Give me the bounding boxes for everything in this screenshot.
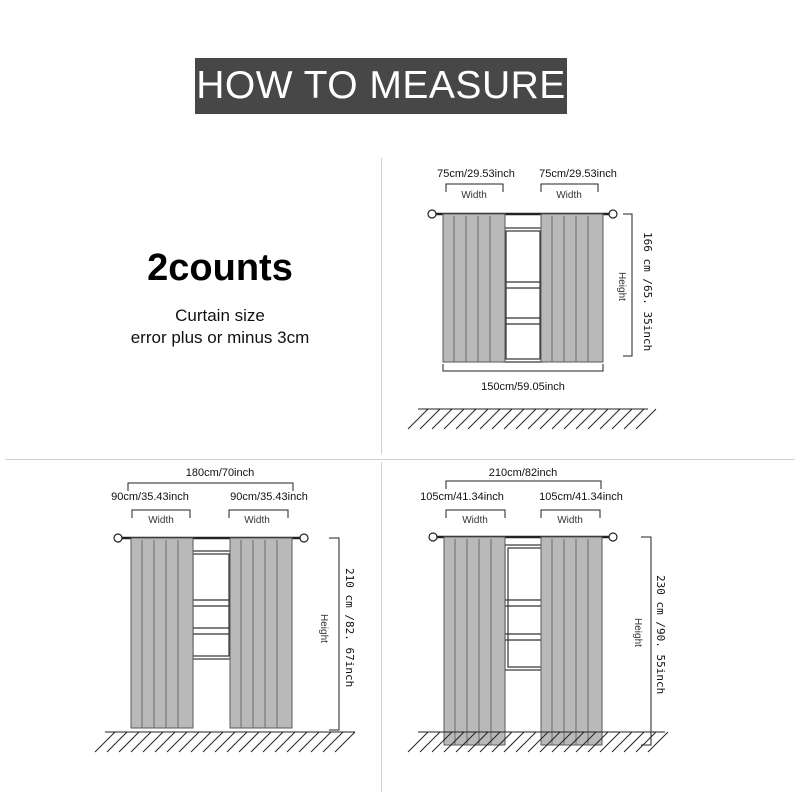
diagram-medium bbox=[95, 467, 356, 752]
width-label-left: Width bbox=[148, 515, 174, 526]
curtain-panel-left bbox=[443, 214, 505, 362]
panel-width-right: 75cm/29.53inch bbox=[539, 168, 617, 180]
curtain-panel-right bbox=[230, 538, 292, 728]
curtain-panel-left bbox=[444, 537, 505, 745]
width-label-right: Width bbox=[556, 190, 582, 201]
diagram-small bbox=[408, 168, 656, 429]
total-width-label: 150cm/59.05inch bbox=[481, 381, 565, 393]
window-frame bbox=[190, 551, 232, 659]
total-width-bracket bbox=[128, 483, 293, 491]
diagram-large bbox=[408, 467, 668, 752]
floor bbox=[408, 409, 656, 429]
height-value: 210 cm /82. 67inch bbox=[343, 568, 356, 688]
width-label-left: Width bbox=[461, 190, 487, 201]
height-bracket bbox=[329, 538, 339, 730]
tolerance-caption: error plus or minus 3cm bbox=[130, 328, 310, 347]
curtain-panel-right bbox=[541, 214, 603, 362]
height-value: 166 cm /65. 35inch bbox=[641, 232, 654, 352]
total-width-label: 210cm/82inch bbox=[488, 467, 558, 479]
panel-width-left: 90cm/35.43inch bbox=[111, 491, 189, 503]
total-width-label: 180cm/70inch bbox=[185, 467, 255, 479]
panel-width-left: 75cm/29.53inch bbox=[437, 168, 515, 180]
panel-width-right: 90cm/35.43inch bbox=[230, 491, 308, 503]
page-title: HOW TO MEASURE bbox=[196, 64, 566, 107]
count-label: 2counts bbox=[147, 247, 293, 289]
size-caption: Curtain size bbox=[175, 306, 265, 325]
width-label-right: Width bbox=[244, 515, 270, 526]
panel-width-right: 105cm/41.34inch bbox=[539, 491, 623, 503]
window-frame bbox=[503, 228, 543, 362]
total-width-bracket bbox=[446, 481, 601, 489]
height-value: 230 cm /90. 55inch bbox=[654, 575, 667, 695]
height-label: Height bbox=[616, 272, 627, 301]
width-label-right: Width bbox=[557, 515, 583, 526]
curtain-panel-left bbox=[131, 538, 193, 728]
floor bbox=[95, 732, 355, 752]
height-label: Height bbox=[318, 614, 329, 643]
window-frame bbox=[505, 545, 545, 670]
curtain-panel-right bbox=[541, 537, 602, 745]
total-width-bracket bbox=[443, 364, 603, 371]
width-label-left: Width bbox=[462, 515, 488, 526]
panel-width-left: 105cm/41.34inch bbox=[420, 491, 504, 503]
height-label: Height bbox=[632, 618, 643, 647]
